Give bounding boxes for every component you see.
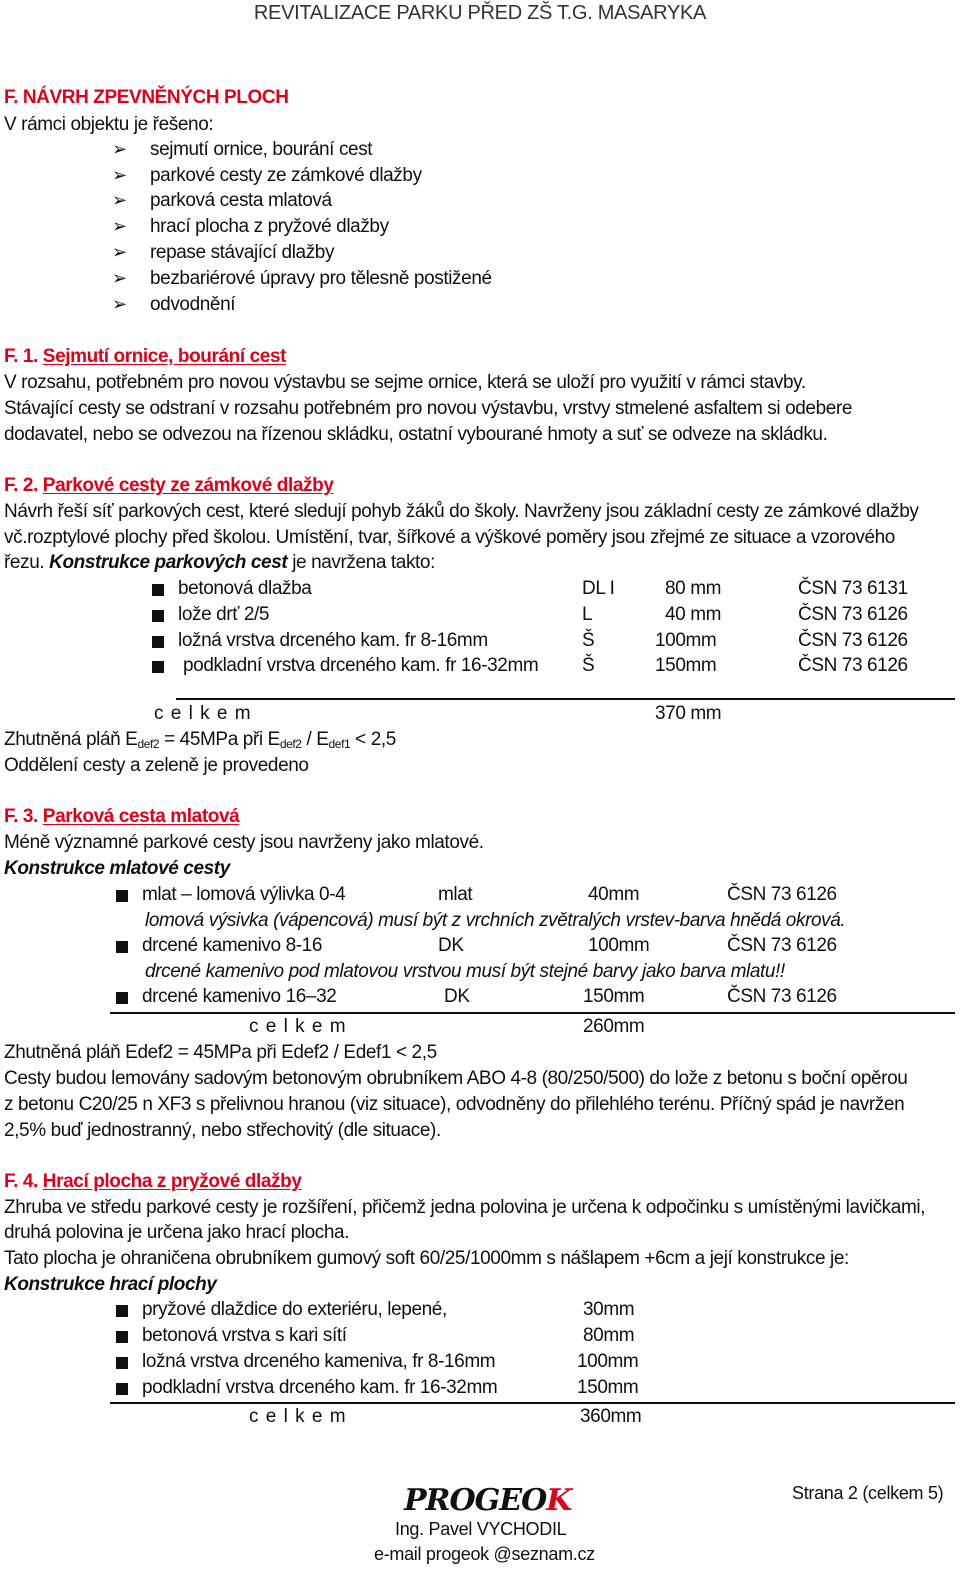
paragraph-line: Tato plocha je ohraničena obrubníkem gumový soft 60/25/1000mm s nášlapem +6cm a její konstrukce je: bbox=[4, 1248, 849, 1269]
arrow-bullet-icon: ➢ bbox=[112, 242, 128, 262]
subscript: def2 bbox=[279, 737, 302, 751]
layer-name: ložná vrstva drceného kam. fr 8-16mm bbox=[178, 630, 488, 651]
layer-code: DK bbox=[438, 935, 464, 956]
layer-name: podkladní vrstva drceného kam. fr 16-32mm bbox=[183, 655, 539, 676]
layer-name: podkladní vrstva drceného kam. fr 16-32mm bbox=[142, 1377, 498, 1398]
layer-code: Š bbox=[582, 655, 595, 676]
compaction-requirement bbox=[4, 729, 396, 751]
section-f4-title: Hrací plocha z pryžové dlažby bbox=[42, 1171, 302, 1192]
subscript: def1 bbox=[328, 737, 351, 751]
square-bullet-icon bbox=[116, 1305, 128, 1317]
layer-thickness: 150mm bbox=[655, 655, 717, 676]
square-bullet-icon bbox=[116, 1357, 128, 1369]
text-run: Zhutněná pláň E bbox=[4, 729, 138, 750]
section-f3-number: F. 3. bbox=[4, 806, 38, 827]
section-f3-heading bbox=[4, 806, 239, 828]
section-f1-title: Sejmutí ornice, bourání cest bbox=[42, 346, 287, 367]
section-f2-heading bbox=[4, 475, 334, 497]
layer-name: mlat – lomová výlivka 0-4 bbox=[142, 884, 346, 905]
layer-name: pryžové dlaždice do exteriéru, lepené, bbox=[142, 1299, 447, 1320]
square-bullet-icon bbox=[152, 610, 164, 622]
logo-text: PROGEO bbox=[404, 1483, 547, 1518]
text-run: < 2,5 bbox=[350, 729, 396, 750]
text-run: / E bbox=[301, 729, 329, 750]
section-f4-heading bbox=[4, 1171, 302, 1193]
company-logo bbox=[404, 1483, 571, 1518]
layer-thickness: 40 mm bbox=[665, 604, 722, 625]
construction-heading: Konstrukce hrací plochy bbox=[4, 1274, 217, 1295]
layer-thickness: 150mm bbox=[577, 1377, 639, 1398]
paragraph-line bbox=[4, 552, 435, 574]
paragraph-line: Cesty budou lemovány sadovým betonovým obrubníkem ABO 4-8 (80/250/500) do lože z betonu s boční opěrou bbox=[4, 1068, 908, 1089]
section-f-title: F. NÁVRH ZPEVNĚNÝCH PLOCH bbox=[4, 87, 289, 108]
layer-name: betonová dlažba bbox=[178, 578, 312, 599]
arrow-bullet-icon: ➢ bbox=[112, 165, 128, 185]
paragraph-line: V rozsahu, potřebném pro novou výstavbu se sejme ornice, která se uloží pro využití v rámci stavby. bbox=[4, 372, 806, 393]
layer-name: lože drť 2/5 bbox=[178, 604, 270, 625]
paragraph-line: Návrh řeší síť parkových cest, které sledují pohyb žáků do školy. Navrženy jsou základní cesty ze zámkové dlažby bbox=[4, 501, 919, 522]
construction-heading: Konstrukce mlatové cesty bbox=[4, 858, 230, 879]
square-bullet-icon bbox=[152, 584, 164, 596]
layer-note: drcené kamenivo pod mlatovou vrstvou musí být stejné barvy jako barva mlatu!! bbox=[145, 961, 785, 982]
total-thickness: 360mm bbox=[580, 1406, 642, 1427]
layer-thickness: 150mm bbox=[583, 986, 645, 1007]
list-item: bezbariérové úpravy pro tělesně postižené bbox=[150, 268, 492, 289]
layer-norm: ČSN 73 6126 bbox=[798, 655, 908, 676]
layer-name: betonová vrstva s kari sítí bbox=[142, 1325, 347, 1346]
layer-thickness: 100mm bbox=[655, 630, 717, 651]
paragraph-text: je navržena takto: bbox=[292, 552, 435, 573]
paragraph-line: Zhutněná pláň Edef2 = 45MPa při Edef2 / Edef1 < 2,5 bbox=[4, 1042, 437, 1063]
page-header: REVITALIZACE PARKU PŘED ZŠ T.G. MASARYKA bbox=[253, 2, 707, 24]
square-bullet-icon bbox=[116, 992, 128, 1004]
total-label: c e l k e m bbox=[249, 1016, 347, 1037]
paragraph-line: Oddělení cesty a zeleně je provedeno bbox=[4, 755, 309, 776]
total-label: c e l k e m bbox=[154, 703, 252, 724]
layer-name: drcené kamenivo 8-16 bbox=[142, 935, 322, 956]
layer-code: DL I bbox=[582, 578, 615, 599]
section-f1-heading bbox=[4, 346, 286, 368]
square-bullet-icon bbox=[152, 636, 164, 648]
paragraph-line: dodavatel, nebo se odvezou na řízenou skládku, ostatní vybourané hmoty a suť se odveze na skládku. bbox=[4, 424, 828, 445]
layer-thickness: 40mm bbox=[588, 884, 640, 905]
section-f2-title: Parkové cesty ze zámkové dlažby bbox=[42, 475, 334, 496]
list-item: parková cesta mlatová bbox=[150, 190, 332, 211]
layer-norm: ČSN 73 6126 bbox=[727, 884, 837, 905]
layer-norm: ČSN 73 6126 bbox=[727, 986, 837, 1007]
layer-norm: ČSN 73 6126 bbox=[798, 630, 908, 651]
paragraph-line: 2,5% buď jednostranný, nebo střechovitý (dle situace). bbox=[4, 1120, 441, 1141]
paragraph-line: vč.rozptylové plochy před školou. Umístění, tvar, šířkové a výškové poměry jsou zřejmé ze situace a vzorového bbox=[4, 527, 895, 548]
layer-norm: ČSN 73 6126 bbox=[798, 604, 908, 625]
paragraph-text: řezu. bbox=[4, 552, 45, 573]
layer-thickness: 80mm bbox=[583, 1325, 635, 1346]
arrow-bullet-icon: ➢ bbox=[112, 294, 128, 314]
layer-thickness: 100mm bbox=[588, 935, 650, 956]
list-item: sejmutí ornice, bourání cest bbox=[150, 139, 373, 160]
total-label: c e l k e m bbox=[249, 1406, 347, 1427]
layer-note: lomová výsivka (vápencová) musí být z vrchních zvětralých vrstev-barva hnědá okrová. bbox=[145, 910, 846, 931]
paragraph-line: druhá polovina je určena jako hrací plocha. bbox=[4, 1222, 350, 1243]
construction-heading: Konstrukce parkových cest bbox=[49, 552, 288, 573]
square-bullet-icon bbox=[116, 1383, 128, 1395]
table-total-rule bbox=[110, 1012, 955, 1014]
table-total-rule bbox=[110, 1402, 955, 1404]
section-f2-number: F. 2. bbox=[4, 475, 38, 496]
layer-thickness: 30mm bbox=[583, 1299, 635, 1320]
paragraph-line: z betonu C20/25 n XF3 s přelivnou hranou (viz situace), odvodněny do přilehlého terénu. Příčný spád je navržen bbox=[4, 1094, 905, 1115]
author-email: e-mail progeok @seznam.cz bbox=[374, 1544, 595, 1564]
logo-accent: K bbox=[546, 1483, 572, 1518]
arrow-bullet-icon: ➢ bbox=[112, 139, 128, 159]
layer-thickness: 80 mm bbox=[665, 578, 722, 599]
square-bullet-icon bbox=[152, 661, 164, 673]
layer-thickness: 100mm bbox=[577, 1351, 639, 1372]
layer-code: DK bbox=[444, 986, 470, 1007]
square-bullet-icon bbox=[116, 1331, 128, 1343]
layer-name: ložná vrstva drceného kameniva, fr 8-16mm bbox=[142, 1351, 496, 1372]
layer-norm: ČSN 73 6131 bbox=[798, 578, 908, 599]
square-bullet-icon bbox=[116, 941, 128, 953]
paragraph-line: Stávající cesty se odstraní v rozsahu potřebném pro novou výstavbu, vrstvy stmelené asfaltem si odebere bbox=[4, 398, 853, 419]
layer-code: Š bbox=[582, 630, 595, 651]
list-item: hrací plocha z pryžové dlažby bbox=[150, 216, 389, 237]
paragraph-line: Méně významné parkové cesty jsou navrženy jako mlatové. bbox=[4, 832, 484, 853]
list-item: odvodnění bbox=[150, 294, 236, 315]
arrow-bullet-icon: ➢ bbox=[112, 216, 128, 236]
layer-name: drcené kamenivo 16–32 bbox=[142, 986, 337, 1007]
table-total-rule bbox=[176, 698, 955, 700]
total-thickness: 370 mm bbox=[655, 703, 722, 724]
paragraph-line: Zhruba ve středu parkové cesty je rozšíření, přičemž jedna polovina je určena k odpočinku s umístěnými lavičkami, bbox=[4, 1197, 926, 1218]
arrow-bullet-icon: ➢ bbox=[112, 190, 128, 210]
section-f-intro: V rámci objektu je řešeno: bbox=[4, 114, 214, 135]
arrow-bullet-icon: ➢ bbox=[112, 268, 128, 288]
section-f1-number: F. 1. bbox=[4, 346, 38, 367]
subscript: def2 bbox=[137, 737, 160, 751]
section-f3-title: Parková cesta mlatová bbox=[42, 806, 240, 827]
layer-norm: ČSN 73 6126 bbox=[727, 935, 837, 956]
total-thickness: 260mm bbox=[583, 1016, 645, 1037]
author-name: Ing. Pavel VYCHODIL bbox=[395, 1519, 567, 1539]
list-item: parkové cesty ze zámkové dlažby bbox=[150, 165, 422, 186]
layer-code: mlat bbox=[438, 884, 473, 905]
square-bullet-icon bbox=[116, 890, 128, 902]
page-number: Strana 2 (celkem 5) bbox=[792, 1483, 944, 1503]
text-run: = 45MPa při E bbox=[159, 729, 280, 750]
layer-code: L bbox=[582, 604, 593, 625]
section-f4-number: F. 4. bbox=[4, 1171, 38, 1192]
list-item: repase stávající dlažby bbox=[150, 242, 335, 263]
